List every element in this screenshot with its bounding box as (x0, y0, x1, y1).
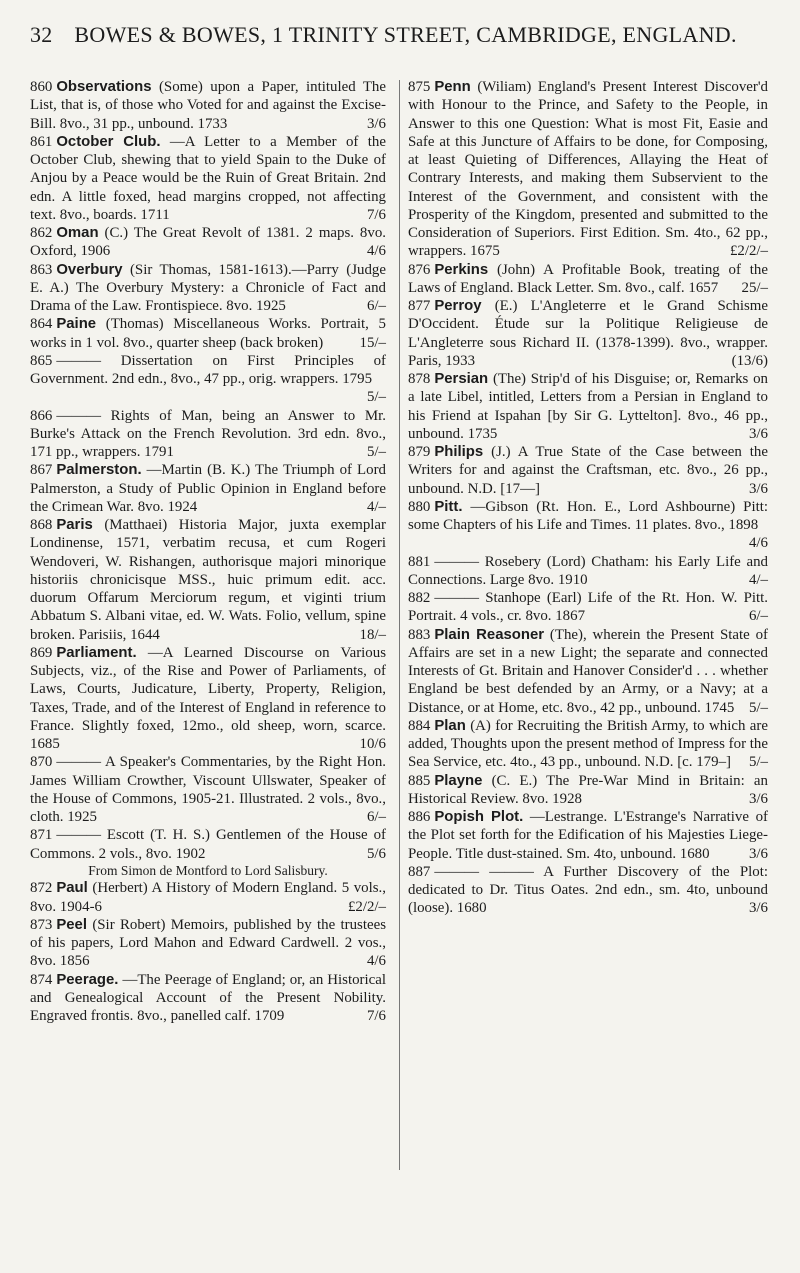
entry-price: 3/6 (748, 845, 768, 862)
lot-number: 866 (30, 407, 53, 424)
entry-description: —Lestrange. L'Estrange's Narrative of the Plot set forth for the Edification of his Majesties Liege-People. Title dust-stained. Sm. 4to, unbound. 1680 (408, 809, 768, 862)
entry-heading: Perkins (434, 261, 489, 278)
entry-heading: Peerage. (56, 971, 119, 988)
catalogue-entry (30, 261, 386, 316)
entry-description: ——— Stanhope (Earl) Life of the Rt. Hon. W. Pitt. Portrait. 4 vols., cr. 8vo. 1867 (408, 590, 768, 625)
catalogue-entry (30, 644, 386, 754)
lot-number: 864 (30, 316, 53, 333)
catalogue-entry (408, 772, 768, 809)
lot-number: 877 (408, 298, 431, 314)
entry-description: —Gibson (Rt. Hon. E., Lord Ashbourne) Pitt: some Chapters of his Life and Times. 11 plates. 8vo., 1898 (408, 498, 768, 533)
catalogue-entry (30, 516, 386, 644)
entry-description: ——— Escott (T. H. S.) Gentlemen of the House of Commons. 2 vols., 8vo. 1902 (30, 827, 386, 862)
entry-note: From Simon de Montford to Lord Salisbury. (88, 862, 328, 878)
entry-description: (Sir Thomas, 1581-1613).—Parry (Judge E. A.) The Overbury Mystery: a Chronicle of Fact and Drama of the Law. Frontispiece. 8vo. 1925 (30, 261, 386, 314)
catalogue-entry (30, 879, 386, 916)
entry-price: 6/– (748, 608, 768, 625)
catalogue-entry (30, 407, 386, 462)
entry-description: (The) Strip'd of his Disguise; or, Remarks on a late Libel, intitled, Letters from a Persian in England to his Friend at Ispahan [by Sir G. Lyttelton]. 8vo., 46 pp., unbound. 1735 (408, 371, 768, 442)
entry-description: (Sir Robert) Memoirs, published by the trustees of his papers, Lord Mahon and Edward Cardwell. 2 vos., 8vo. 1856 (30, 916, 386, 970)
entry-price: 4/6 (366, 953, 386, 970)
entry-description: (C.) The Great Revolt of 1381. 2 maps. 8vo. Oxford, 1906 (30, 225, 386, 260)
lot-number: 878 (408, 371, 431, 387)
catalogue-entry (30, 753, 386, 826)
lot-number: 874 (30, 971, 53, 988)
entry-price: 15/– (359, 334, 386, 351)
entry-description: (A) for Recruiting the British Army, to which are added, Thoughts upon the present method of Impress for the Sea Service, etc. 4to., 43 pp., unbound. N.D. [c. 179–] (408, 717, 768, 771)
entry-heading: Plan (434, 717, 466, 734)
entry-heading: Observations (56, 79, 152, 95)
entry-description: (Matthaei) Historia Major, juxta exemplar Londinense, 1571, verbatim recusa, et cum Rogeri Wendoveri, W. Rishangen, authorisque majori minorique historiis chronicisque MSS., huic primum edit. acc. duorum Offarum Merciorum regum, et viginti trium Abbatum S. Albani vitae, ed. W. Wats. Folio, vellum, spine broken. Parisiis, 1644 (30, 517, 386, 643)
entry-price: 7/6 (366, 1008, 386, 1025)
entry-heading: Paine (56, 316, 97, 333)
entry-description: —Martin (B. K.) The Triumph of Lord Palmerston, a Study of Public Opinion in England before the Crimean War. 8vo. 1924 (30, 462, 386, 515)
entry-heading: Parliament. (56, 644, 137, 661)
entry-price: 3/6 (748, 900, 768, 917)
entry-heading: October Club. (56, 133, 161, 150)
entry-description: ——— A Speaker's Commentaries, by the Right Hon. James William Crowther, Viscount Ullswater, Speaker of the House of Commons, 1905-21. Illustrated. 2 vols., 8vo., cloth. 1925 (30, 754, 386, 825)
lot-number: 871 (30, 827, 53, 844)
lot-number: 865 (30, 352, 53, 369)
entry-price: 3/6 (366, 115, 386, 132)
lot-number: 868 (30, 517, 53, 533)
catalogue-entry (30, 971, 386, 1026)
catalogue-entry (408, 589, 768, 626)
entry-price: 3/6 (748, 425, 768, 442)
entry-price: £2/2/– (347, 898, 386, 915)
entry-heading: Popish Plot. (434, 809, 524, 825)
left-column (30, 78, 386, 1025)
entry-description: (Wiliam) England's Present Interest Discover'd with Honour to the Prince, and Safety to the People, in Answer to this one Question: What is most Fit, Easie and Safe at this Juncture of Affairs to be done, for Composing, at least Quieting of Differences, Allaying the Heat of Contrary Interests, and making them Subservient to the Interest of the Government, and consistent with the Prosperity of the Kingdom, presented and submitted to the Consideration of Superiors. First Edition. Sm. 4to., 62 pp., wrappers. 1675 (408, 79, 768, 260)
entry-heading: Plain Reasoner (434, 626, 545, 643)
entry-heading: Persian (434, 371, 489, 387)
page-number: 32 (30, 22, 53, 47)
entry-price: 5/– (748, 699, 768, 716)
lot-number: 887 (408, 863, 431, 880)
lot-number: 886 (408, 809, 431, 825)
lot-number: 883 (408, 626, 431, 643)
entry-heading: Philips (434, 444, 484, 460)
catalogue-entry (30, 916, 386, 971)
entry-price: 7/6 (366, 206, 386, 223)
entry-price: £2/2/– (729, 243, 768, 260)
entry-heading: Peel (56, 916, 87, 933)
lot-number: 861 (30, 133, 53, 150)
entry-price: (13/6) (731, 352, 768, 369)
entry-description: (E.) L'Angleterre et le Grand Schisme D'Occident. Étude sur la Politique Religieuse de L'Angleterre sous Richard II. (1378-1399). 8vo., wrapper. Paris, 1933 (408, 298, 768, 369)
lot-number: 869 (30, 644, 53, 661)
entry-price: 10/6 (359, 736, 386, 752)
column-divider (399, 80, 400, 1170)
entry-price: 18/– (359, 626, 386, 643)
entry-description: (C. E.) The Pre-War Mind in Britain: an Historical Review. 8vo. 1928 (408, 772, 768, 807)
entry-description: —A Learned Discourse on Various Subjects, viz., of the Rise and Power of Parliaments, of Laws, Courts, Judicature, Liberty, Property, Religion, Taxes, Trade, and of the Interest of England in reference to France. Slightly foxed, 12mo., old sheep, worn, scarce. 1685 (30, 644, 386, 752)
entry-price: 5/– (366, 444, 386, 460)
entry-price: 4/– (366, 498, 386, 515)
entry-description: —The Peerage of England; or, an Historical and Genealogical Account of the Present Nobility. Engraved frontis. 8vo., panelled calf. 1709 (30, 971, 386, 1025)
entry-price: 4/6 (748, 535, 768, 552)
entry-description: (John) A Profitable Book, treating of the Laws of England. Black Letter. Sm. 8vo., calf. 1657 (408, 261, 768, 296)
lot-number: 885 (408, 772, 431, 789)
catalogue-entry (30, 224, 386, 261)
catalogue-entry (408, 261, 768, 298)
catalogue-entry (408, 370, 768, 443)
lot-number: 879 (408, 444, 431, 460)
catalogue-entry (30, 133, 386, 224)
entry-description: ——— ——— A Further Discovery of the Plot: dedicated to Dr. Titus Oates. 2nd edn., sm. 4to, unbound (loose). 1680 (408, 863, 768, 917)
entry-description: (J.) A True State of the Case between the Writers for and against the Craftsman, etc. 8vo., 26 pp., unbound. N.D. [17—] (408, 444, 768, 497)
catalogue-entry (408, 626, 768, 717)
catalogue-entry (408, 297, 768, 370)
entry-description: (Some) upon a Paper, intituled The List, that is, of those who Voted for and against the Excise-Bill. 8vo., 31 pp., unbound. 1733 (30, 79, 386, 132)
catalogue-entry (408, 78, 768, 261)
lot-number: 875 (408, 79, 431, 95)
entry-heading: Penn (434, 79, 471, 95)
entry-description: ——— Rosebery (Lord) Chatham: his Early Life and Connections. Large 8vo. 1910 (408, 553, 768, 588)
lot-number: 872 (30, 880, 53, 897)
entry-price: 5/6 (366, 845, 386, 862)
catalogue-entry (408, 863, 768, 918)
catalogue-entry (408, 443, 768, 498)
entry-description: (Herbert) A History of Modern England. 5 vols., 8vo. 1904-6 (30, 880, 386, 915)
entry-description: ——— Dissertation on First Principles of Government. 2nd edn., 8vo., 47 pp., orig. wrappers. 1795 (30, 352, 386, 387)
entry-heading: Overbury (56, 261, 123, 278)
catalogue-entry (30, 826, 386, 863)
entry-description: ——— Rights of Man, being an Answer to Mr. Burke's Attack on the French Revolution. 3rd edn. 8vo., 171 pp., wrappers. 1791 (30, 407, 386, 460)
lot-number: 882 (408, 590, 431, 606)
lot-number: 863 (30, 261, 53, 278)
page-header (30, 22, 770, 48)
catalogue-entry (30, 315, 386, 352)
lot-number: 873 (30, 916, 53, 933)
right-column (408, 78, 768, 918)
entry-price: 6/– (366, 298, 386, 314)
entry-description: (The), wherein the Present State of Affairs are set in a new Light; the separate and connected Interests of Gt. Britain and Hanover Consider'd . . . whether England be best defended by an Army, or a Navy; at a Distance, or at Home, etc. 8vo., 42 pp., unbound. 1745 (408, 626, 768, 716)
catalogue-entry (30, 352, 386, 407)
lot-number: 870 (30, 754, 53, 771)
entry-description: (Thomas) Miscellaneous Works. Portrait, 5 works in 1 vol. 8vo., quarter sheep (back broken) (30, 316, 386, 351)
entry-price: 3/6 (748, 790, 768, 807)
entry-heading: Playne (434, 772, 483, 789)
entry-description: —A Letter to a Member of the October Club, shewing that to yield Spain to the Duke of Anjou by a Peace would be the Ruin of Great Britain. 2nd edn. A little foxed, head margins cropped, not affecting text. 8vo., boards. 1711 (30, 133, 386, 223)
catalogue-entry (408, 553, 768, 590)
lot-number: 884 (408, 717, 431, 734)
entry-heading: Perroy (434, 298, 482, 314)
entry-price: 5/– (366, 389, 386, 406)
lot-number: 881 (408, 553, 431, 570)
lot-number: 862 (30, 225, 53, 241)
catalogue-entry (408, 498, 768, 553)
publisher-line: BOWES & BOWES, 1 TRINITY STREET, CAMBRIDGE, ENGLAND. (74, 22, 737, 47)
entry-price: 4/6 (366, 243, 386, 260)
entry-heading: Palmerston. (56, 462, 142, 479)
entry-heading: Oman (56, 225, 99, 241)
lot-number: 880 (408, 498, 431, 515)
entry-price: 6/– (366, 809, 386, 825)
catalogue-entry (408, 808, 768, 863)
entry-price: 3/6 (748, 480, 768, 497)
lot-number: 876 (408, 261, 431, 278)
entry-heading: Paul (56, 880, 88, 897)
entry-price: 4/– (748, 571, 768, 588)
entry-heading: Paris (56, 517, 93, 533)
entry-price: 5/– (748, 754, 768, 771)
catalogue-entry (30, 78, 386, 133)
entry-heading: Pitt. (434, 498, 463, 515)
entry-price: 25/– (741, 279, 768, 296)
lot-number: 867 (30, 462, 53, 479)
lot-number: 860 (30, 79, 53, 95)
catalogue-entry (408, 717, 768, 772)
catalogue-entry (30, 461, 386, 516)
